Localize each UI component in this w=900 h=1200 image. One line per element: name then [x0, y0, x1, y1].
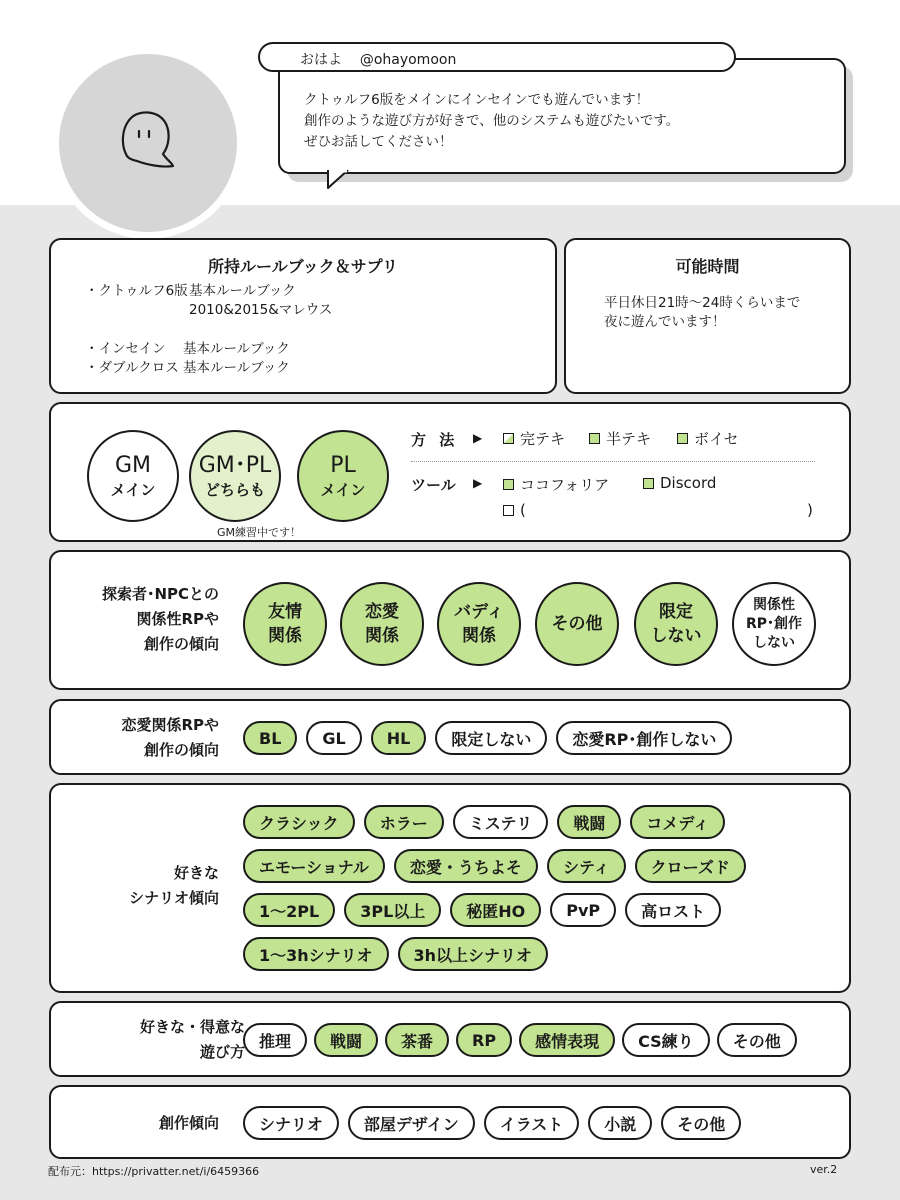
- rulebook-row: ・クトゥルフ6版 基本ルールブック: [85, 283, 296, 299]
- playstyle-deduction: 推理: [243, 1023, 307, 1057]
- scenario-high-lost: 高ロスト: [625, 893, 721, 927]
- scenario-label: 好きな シナリオ傾向: [129, 864, 219, 907]
- scenario-battle: 戦闘: [557, 805, 621, 839]
- intro-bubble: [278, 58, 846, 174]
- method-option-voice: ボイセ: [677, 428, 739, 449]
- tool-option-other: (: [503, 501, 526, 519]
- method-divider: [411, 461, 815, 462]
- relationship-unlimited: 限定 しない: [634, 582, 718, 666]
- romance-label: 恋愛関係RPや 創作の傾向: [121, 716, 219, 759]
- source-link[interactable]: 配布元：https://privatter.net/i/6459366: [48, 1165, 260, 1178]
- scenario-3pl-plus: 3PL以上: [344, 893, 441, 927]
- romance-hl: HL: [371, 721, 427, 755]
- scenario-pvp: PvP: [550, 893, 616, 927]
- tool-label: ツール: [411, 476, 456, 494]
- avatar: [52, 47, 244, 239]
- profile-handle: @ohayomoon: [359, 52, 457, 68]
- scenario-1-2pl: 1〜2PL: [243, 893, 335, 927]
- scenario-classic: クラシック: [243, 805, 355, 839]
- role-pl-main: PL メイン: [297, 430, 389, 522]
- gm-practice-note: GM練習中です！: [217, 526, 302, 539]
- tool-option-cocofolia: ココフォリア: [503, 474, 609, 495]
- name-pill: [258, 42, 736, 72]
- role-card: [49, 402, 851, 542]
- rulebooks-title: 所持ルールブック＆サプリ: [208, 257, 398, 276]
- playstyle-rp: RP: [456, 1023, 512, 1057]
- method-option-full-text: 完テキ: [503, 428, 565, 449]
- creation-scenario: シナリオ: [243, 1106, 339, 1140]
- scenario-horror: ホラー: [364, 805, 444, 839]
- method-option-half-text: 半テキ: [589, 428, 651, 449]
- creation-novel: 小説: [588, 1106, 652, 1140]
- romance-gl: GL: [306, 721, 361, 755]
- playstyle-emotion: 感情表現: [519, 1023, 615, 1057]
- tool-option-discord: Discord: [643, 474, 716, 492]
- playstyle-cs: CS練り: [622, 1023, 710, 1057]
- version-label: ver.2: [810, 1163, 838, 1176]
- rulebook-row: ・インセイン 基本ルールブック: [85, 341, 290, 357]
- romance-card: [49, 699, 851, 775]
- checkbox-icon: [503, 505, 514, 516]
- creation-room-design: 部屋デザイン: [348, 1106, 475, 1140]
- scenario-city: シティ: [547, 849, 626, 883]
- scenario-3h-plus: 3h以上シナリオ: [398, 937, 548, 971]
- creation-illustration: イラスト: [484, 1106, 580, 1140]
- scenario-pills: [243, 805, 833, 971]
- rulebook-list: [85, 282, 332, 378]
- tool-option-other-close: ): [807, 501, 813, 519]
- method-arrow-icon: ▶: [473, 431, 483, 445]
- scenario-secret-ho: 秘匿HO: [450, 893, 541, 927]
- method-label: 方 法: [411, 431, 459, 449]
- checkbox-icon: [503, 479, 514, 490]
- scenario-emotional: エモーショナル: [243, 849, 385, 883]
- creation-card: [49, 1085, 851, 1159]
- creation-label: 創作傾向: [158, 1114, 219, 1132]
- creation-other: その他: [661, 1106, 741, 1140]
- relationship-friendship: 友情 関係: [243, 582, 327, 666]
- checkbox-icon: [677, 433, 688, 444]
- relationship-card: [49, 550, 851, 690]
- scenario-card: [49, 783, 851, 993]
- checkbox-icon: [643, 478, 654, 489]
- scenario-comedy: コメディ: [630, 805, 725, 839]
- checkbox-icon: [589, 433, 600, 444]
- availability-card: [564, 238, 851, 394]
- bubble-tail: [326, 170, 356, 192]
- relationship-other: その他: [535, 582, 619, 666]
- playstyle-label: 好きな・得意な 遊び方: [139, 1018, 245, 1061]
- checkbox-icon: [503, 433, 514, 444]
- tool-arrow-icon: ▶: [473, 476, 483, 490]
- scenario-1-3h: 1〜3hシナリオ: [243, 937, 389, 971]
- relationship-romance: 恋愛 関係: [340, 582, 424, 666]
- relationship-label: 探索者･NPCとの 関係性RPや 創作の傾向: [101, 585, 219, 653]
- availability-title: 可能時間: [675, 257, 740, 276]
- rulebook-row: ・ダブルクロス 基本ルールブック: [85, 360, 290, 376]
- scenario-closed: クローズド: [635, 849, 746, 883]
- role-gm-pl-both: GM･PL どちらも: [189, 430, 281, 522]
- creation-pills: [243, 1106, 833, 1140]
- rulebook-row: 2010&2015&マレウス: [189, 302, 333, 318]
- romance-unlimited: 限定しない: [435, 721, 547, 755]
- role-gm-main: GM メイン: [87, 430, 179, 522]
- romance-pills: [243, 721, 833, 755]
- playstyle-card: [49, 1001, 851, 1077]
- playstyle-other: その他: [717, 1023, 797, 1057]
- rulebooks-card: [49, 238, 557, 394]
- relationship-buddy: バディ 関係: [437, 582, 521, 666]
- romance-none: 恋愛RP･創作しない: [556, 721, 732, 755]
- relationship-none: 関係性 RP･創作 しない: [732, 582, 816, 666]
- scenario-romance: 恋愛・うちよそ: [394, 849, 538, 883]
- playstyle-pills: [243, 1023, 841, 1057]
- intro-text: クトゥルフ6版をメインにインセインでも遊んでいます！ 創作のような遊び方が好きで、他のシステムも遊びたいです。 ぜひお話してください！: [304, 92, 680, 150]
- profile-name: おはよ: [300, 52, 342, 68]
- scenario-mystery: ミステリ: [453, 805, 549, 839]
- playstyle-chaban: 茶番: [385, 1023, 449, 1057]
- availability-text: 平日休日21時〜24時くらいまで 夜に遊んでいます！: [604, 295, 801, 330]
- playstyle-battle: 戦闘: [314, 1023, 378, 1057]
- ghost-icon: [117, 106, 179, 170]
- romance-bl: BL: [243, 721, 297, 755]
